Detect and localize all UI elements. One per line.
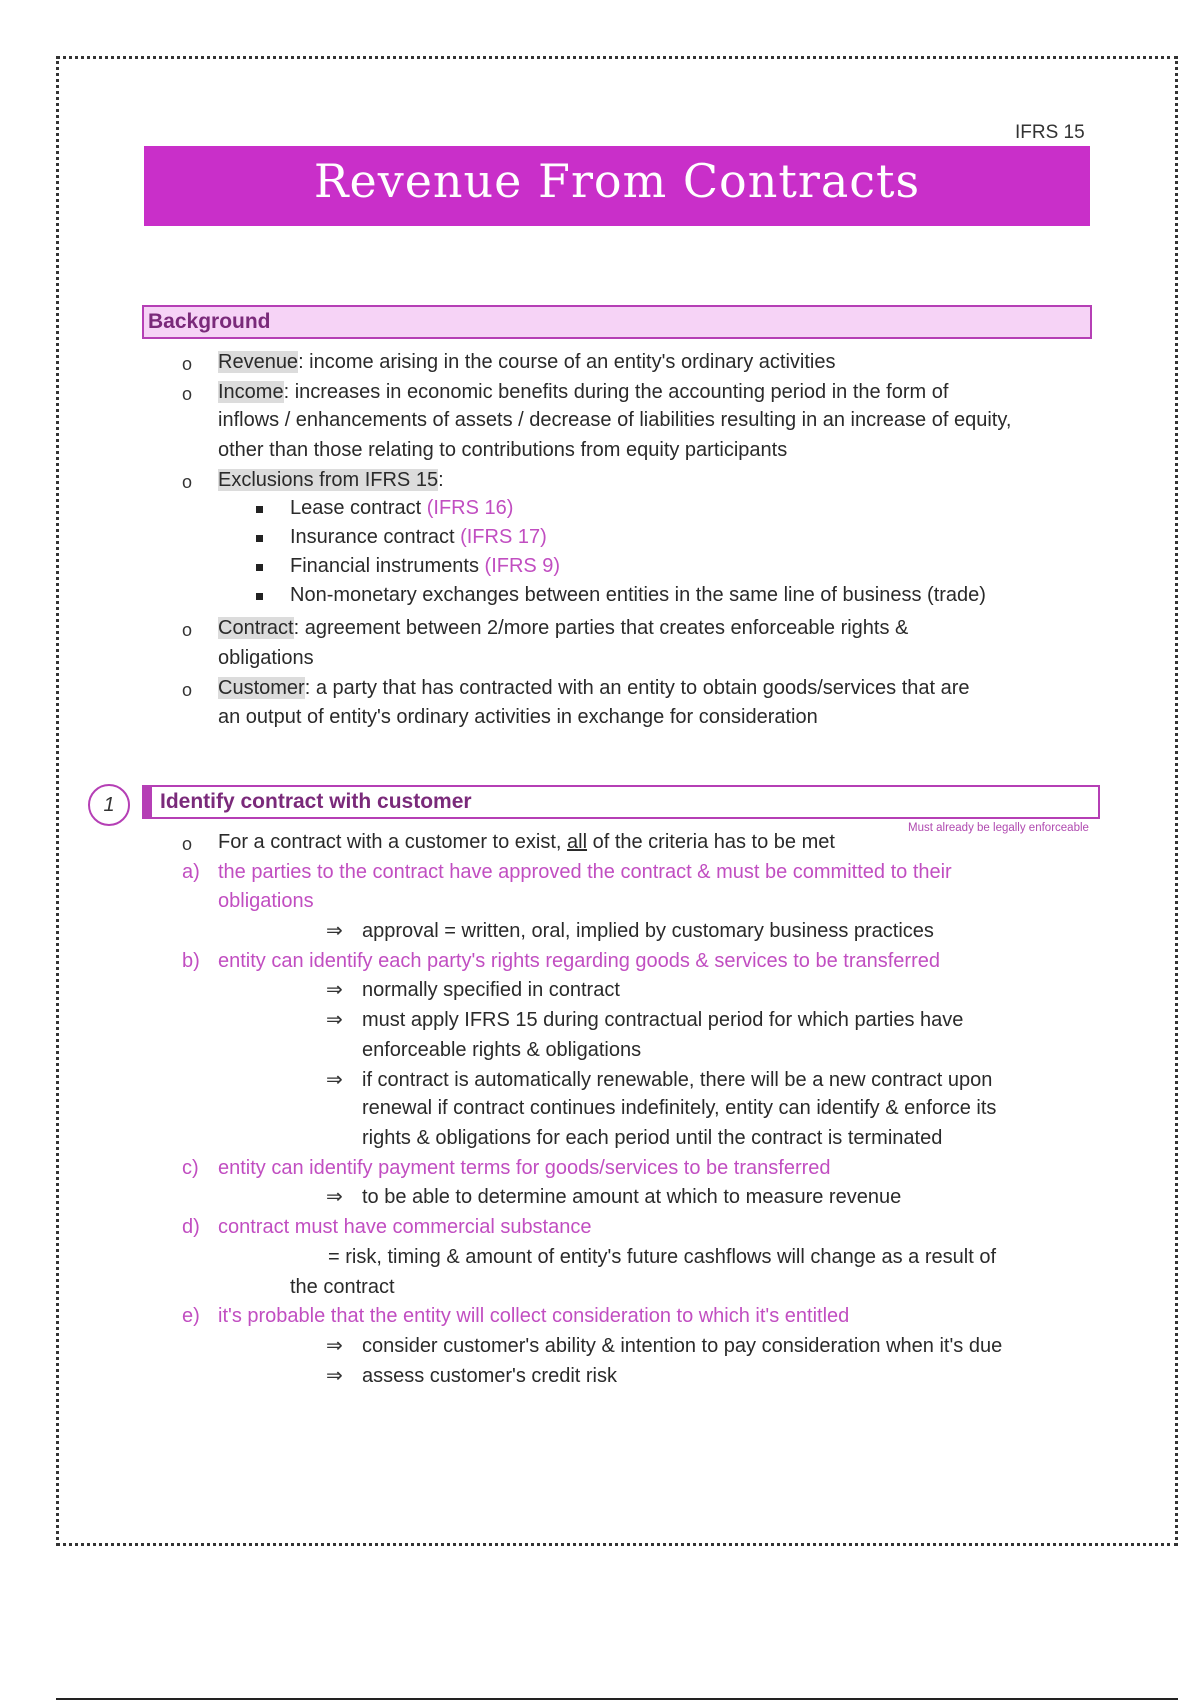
criterion-c-label: c) [182, 1157, 199, 1179]
income-term: Income [218, 381, 284, 403]
criterion-e-note1: consider customer's ability & intention to pay consideration when it's due [362, 1335, 1003, 1357]
exclusion-item [290, 552, 560, 580]
square-bullet [256, 535, 263, 542]
bullet-marker: o [182, 834, 193, 854]
arrow-icon: ⇒ [326, 979, 343, 1001]
customer-line2: an output of entity's ordinary activities in exchange for consideration [218, 706, 818, 728]
income-line2: inflows / enhancements of assets / decrease of liabilities resulting in an increase of equity, [218, 409, 1012, 431]
income-definition [218, 378, 948, 406]
exclusion-ref: (IFRS 9) [484, 555, 561, 577]
criterion-a-line2: obligations [218, 890, 314, 912]
criterion-d-line1: contract must have commercial substance [218, 1216, 592, 1238]
criterion-b-note3c: rights & obligations for each period until the contract is terminated [362, 1127, 943, 1149]
criterion-c-line1: entity can identify payment terms for goods/services to be transferred [218, 1157, 831, 1179]
square-bullet [256, 593, 263, 600]
contract-line2: obligations [218, 647, 314, 669]
page-title: Revenue From Contracts [313, 154, 921, 208]
exclusion-ref: (IFRS 16) [426, 497, 514, 519]
side-note: Must already be legally enforceable [908, 822, 1089, 834]
criterion-d-note1a: = risk, timing & amount of entity's future cashflows will change as a result of [328, 1246, 997, 1268]
criterion-b-note2a: must apply IFRS 15 during contractual period for which parties have [362, 1009, 964, 1031]
customer-term: Customer [218, 677, 305, 699]
exclusion-text: Financial instruments [290, 555, 485, 577]
arrow-icon: ⇒ [326, 1186, 343, 1208]
step1-heading: Identify contract with customer [142, 785, 1100, 819]
exclusion-item [290, 523, 547, 551]
exclusion-item [290, 494, 513, 522]
criterion-b-label: b) [182, 950, 200, 972]
exclusion-item [290, 581, 986, 609]
title-banner [144, 146, 1090, 226]
criterion-b-note3a: if contract is automatically renewable, there will be a new contract upon [362, 1069, 993, 1091]
exclusion-ref: (IFRS 17) [460, 526, 547, 548]
criterion-b-note2b: enforceable rights & obligations [362, 1039, 642, 1061]
intro-pre: For a contract with a customer to exist, [218, 831, 568, 853]
criterion-c-note1: to be able to determine amount at which to measure revenue [362, 1186, 902, 1208]
criteria-intro [218, 828, 835, 856]
arrow-icon: ⇒ [326, 1365, 343, 1387]
income-line1: : increases in economic benefits during the accounting period in the form of [283, 381, 949, 403]
criterion-a-line1: the parties to the contract have approved the contract & must be committed to their [218, 861, 952, 883]
exclusions-term: Exclusions from IFRS 15 [218, 469, 439, 491]
contract-line1: : agreement between 2/more parties that creates enforceable rights & [293, 617, 909, 639]
bullet-marker: o [182, 620, 193, 640]
income-line3: other than those relating to contributions from equity participants [218, 439, 788, 461]
arrow-icon: ⇒ [326, 920, 343, 942]
intro-all: all [567, 831, 588, 853]
standard-tag: IFRS 15 [1015, 122, 1085, 143]
contract-definition [218, 614, 908, 642]
criterion-a-label: a) [182, 861, 200, 883]
exclusion-text: Lease contract [290, 497, 427, 519]
intro-post: of the criteria has to be met [587, 831, 835, 853]
customer-line1: : a party that has contracted with an entity to obtain goods/services that are [304, 677, 970, 699]
arrow-icon: ⇒ [326, 1335, 343, 1357]
criterion-a-note: approval = written, oral, implied by customary business practices [362, 920, 934, 942]
contract-term: Contract [218, 617, 294, 639]
bullet-marker: o [182, 384, 193, 404]
bullet-marker: o [182, 680, 193, 700]
criterion-b-note1: normally specified in contract [362, 979, 620, 1001]
criterion-b-line1: entity can identify each party's rights regarding goods & services to be transferred [218, 950, 940, 972]
revenue-text: : income arising in the course of an entity's ordinary activities [298, 351, 836, 373]
background-heading: Background [142, 305, 1092, 339]
criterion-e-line1: it's probable that the entity will collect consideration to which it's entitled [218, 1305, 850, 1327]
arrow-icon: ⇒ [326, 1009, 343, 1031]
exclusion-text: Insurance contract [290, 526, 461, 548]
square-bullet [256, 506, 263, 513]
arrow-icon: ⇒ [326, 1069, 343, 1091]
customer-definition [218, 674, 970, 702]
criterion-e-note2: assess customer's credit risk [362, 1365, 617, 1387]
criterion-d-label: d) [182, 1216, 200, 1238]
step-number-circle: 1 [88, 784, 130, 826]
exclusions-colon: : [438, 469, 444, 491]
exclusion-text: Non-monetary exchanges between entities in the same line of business (trade) [290, 584, 986, 606]
revenue-term: Revenue [218, 351, 299, 373]
exclusions-heading [218, 466, 444, 494]
revenue-definition [218, 348, 835, 376]
criterion-b-note3b: renewal if contract continues indefinitely, entity can identify & enforce its [362, 1097, 997, 1119]
square-bullet [256, 564, 263, 571]
bullet-marker: o [182, 354, 193, 374]
criterion-e-label: e) [182, 1305, 200, 1327]
bullet-marker: o [182, 472, 193, 492]
criterion-d-note1b: the contract [290, 1276, 395, 1298]
